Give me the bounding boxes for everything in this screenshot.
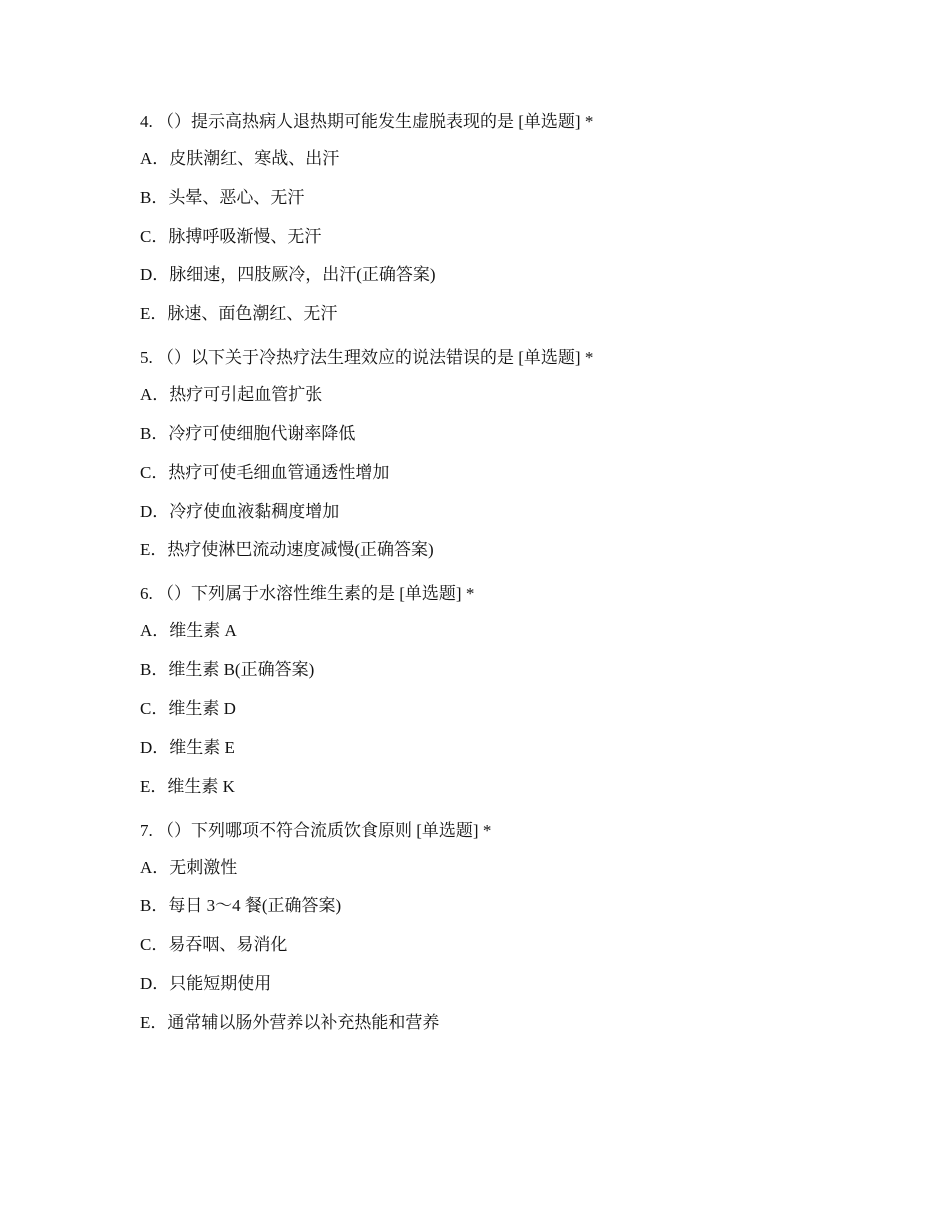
option-d: D．冷疗使血液黏稠度增加 [140, 501, 340, 521]
option-d: D．维生素 E [140, 737, 235, 757]
question-5 [140, 344, 900, 564]
option-d: D．脉细速，四肢厥冷，出汗(正确答案) [140, 265, 436, 285]
option-a: A．维生素 A [140, 621, 237, 641]
option-a: A．热疗可引起血管扩张 [140, 385, 323, 405]
option-a: A．无刺激性 [140, 857, 238, 877]
question-title: 4. （）提示高热病人退热期可能发生虚脱表现的是 [单选题] * [140, 112, 594, 131]
option-d: D．只能短期使用 [140, 973, 272, 993]
question-list [140, 108, 900, 1053]
question-title: 5. （）以下关于冷热疗法生理效应的说法错误的是 [单选题] * [140, 348, 594, 368]
option-e: E．通常辅以肠外营养以补充热能和营养 [140, 1012, 440, 1032]
question-title: 6. （）下列属于水溶性维生素的是 [单选题] * [140, 584, 475, 604]
question-6 [140, 580, 900, 800]
option-e: E．脉速、面色潮红、无汗 [140, 304, 338, 324]
option-b: B．每日 3～4 餐(正确答案) [140, 896, 342, 916]
option-a: A．皮肤潮红、寒战、出汗 [140, 149, 340, 168]
option-b: B．头晕、恶心、无汗 [140, 187, 305, 207]
option-c: C．维生素 D [140, 698, 236, 718]
option-e: E．维生素 K [140, 776, 235, 796]
option-c: C．热疗可使毛细血管通透性增加 [140, 462, 390, 482]
option-c: C．易吞咽、易消化 [140, 935, 288, 955]
option-b: B．冷疗可使细胞代谢率降低 [140, 423, 356, 443]
option-b: B．维生素 B(正确答案) [140, 660, 315, 680]
question-title: 7. （）下列哪项不符合流质饮食原则 [单选题] * [140, 820, 492, 840]
option-e: E．热疗使淋巴流动速度减慢(正确答案) [140, 540, 434, 560]
option-c: C．脉搏呼吸渐慢、无汗 [140, 226, 322, 246]
question-7 [140, 817, 900, 1037]
question-4 [140, 108, 900, 328]
